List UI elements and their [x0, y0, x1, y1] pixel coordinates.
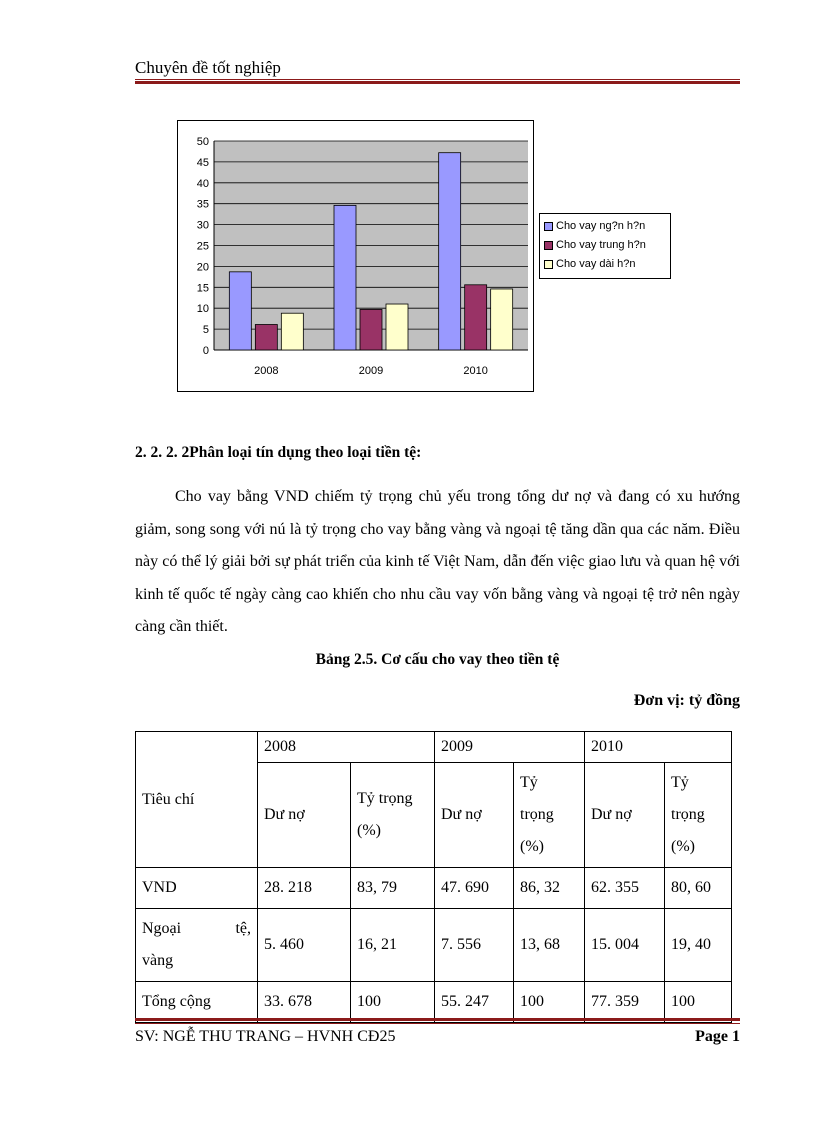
row-criteria: [136, 909, 258, 982]
section-heading: 2. 2. 2. 2Phân loại tín dụng theo loại tiền tệ:: [135, 444, 422, 461]
table-cell: 62. 355: [585, 868, 665, 909]
y-tick-label: 0: [202, 345, 209, 357]
bar: [465, 285, 487, 350]
share-word-1: Tỷ: [671, 774, 689, 791]
x-tick-label: 2010: [463, 365, 488, 377]
bar: [229, 272, 251, 350]
table-cell: 100: [665, 982, 732, 1023]
y-tick-label: 30: [196, 219, 209, 232]
share-header-2008-text: Tỷ trọng (%): [357, 790, 413, 839]
table-cell: 47. 690: [435, 868, 514, 909]
bar: [491, 289, 513, 350]
bar: [255, 325, 277, 350]
header-rule-thin: [135, 79, 740, 80]
share-word-3: (%): [520, 838, 544, 855]
legend-swatch: [544, 222, 553, 231]
y-tick-label: 40: [196, 177, 209, 190]
share-word-2: trọng: [671, 806, 705, 823]
legend-label: Cho vay ng?n h?n: [556, 220, 646, 232]
table-cell: 86, 32: [514, 868, 585, 909]
footer-rule-thick: [135, 1018, 740, 1021]
year-header-2008: 2008: [258, 732, 435, 763]
y-tick-label: 35: [196, 198, 209, 211]
y-tick-label: 50: [196, 136, 209, 148]
y-tick-label: 45: [196, 156, 209, 169]
legend-swatch: [544, 260, 553, 269]
header-rule-thick: [135, 81, 740, 84]
table-header-row-years: [136, 732, 732, 763]
debt-header-2009: Dư nợ: [435, 763, 514, 868]
row-criteria-line1: [142, 913, 251, 945]
table-cell: 100: [514, 982, 585, 1023]
unit-label: Đơn vị: tỷ đồng: [633, 692, 740, 709]
debt-header-2010: Dư nợ: [585, 763, 665, 868]
loan-term-chart: [177, 120, 534, 392]
bar: [281, 313, 303, 350]
table-cell: 77. 359: [585, 982, 665, 1023]
table-row: [136, 868, 732, 909]
table-cell: 80, 60: [665, 868, 732, 909]
bar: [439, 153, 461, 350]
row-criteria-word: tệ,: [235, 920, 251, 937]
chart-svg: [178, 121, 533, 391]
table-caption: Bảng 2.5. Cơ cấu cho vay theo tiền tệ: [315, 651, 560, 668]
table-cell: 100: [351, 982, 435, 1023]
share-word-1: Tỷ: [520, 774, 538, 791]
bar: [360, 309, 382, 350]
share-header-2010: [665, 763, 732, 868]
row-criteria-word: Ngoại: [142, 920, 182, 937]
bar: [386, 304, 408, 350]
legend-label: Cho vay dài h?n: [556, 258, 636, 270]
table-row: [136, 982, 732, 1023]
legend-label: Cho vay trung h?n: [556, 239, 646, 251]
table-cell: 28. 218: [258, 868, 351, 909]
credit-structure-table: [135, 731, 732, 1023]
footer-author: SV: NGỄ THU TRANG – HVNH CĐ25: [135, 1028, 396, 1045]
legend-item: [544, 257, 670, 271]
share-header-2008: [351, 763, 435, 868]
year-header-2010: 2010: [585, 732, 732, 763]
bar: [334, 205, 356, 350]
share-word-2: trọng: [520, 806, 554, 823]
row-criteria-line2: vàng: [142, 952, 174, 969]
share-word-3: (%): [671, 838, 695, 855]
criteria-header: Tiêu chí: [136, 732, 258, 868]
y-tick-label: 25: [196, 240, 209, 253]
table-cell: 13, 68: [514, 909, 585, 982]
table-cell: 15. 004: [585, 909, 665, 982]
table-cell: 5. 460: [258, 909, 351, 982]
legend-item: [544, 238, 670, 252]
legend-item: [544, 219, 670, 233]
row-criteria: VND: [136, 868, 258, 909]
y-tick-label: 5: [202, 324, 209, 337]
table-row: [136, 909, 732, 982]
chart-legend: [539, 213, 671, 279]
y-tick-label: 10: [196, 303, 209, 316]
legend-swatch: [544, 241, 553, 250]
row-criteria: Tổng cộng: [136, 982, 258, 1023]
table-cell: 83, 79: [351, 868, 435, 909]
header-title: Chuyên đề tốt nghiệp: [135, 58, 281, 77]
footer-rule-thin: [135, 1023, 740, 1024]
y-tick-label: 20: [196, 261, 209, 274]
table-cell: 16, 21: [351, 909, 435, 982]
y-tick-label: 15: [196, 282, 209, 295]
table-cell: 7. 556: [435, 909, 514, 982]
year-header-2009: 2009: [435, 732, 585, 763]
table-cell: 19, 40: [665, 909, 732, 982]
x-tick-label: 2008: [254, 365, 279, 377]
x-tick-label: 2009: [358, 365, 384, 377]
table-cell: 55. 247: [435, 982, 514, 1023]
footer-page-number: Page 1: [695, 1028, 740, 1045]
table-cell: 33. 678: [258, 982, 351, 1023]
section-paragraph: Cho vay bằng VND chiếm tỷ trọng chủ yếu trong tổng dư nợ và đang có xu hướng giảm, song song với nú là tỷ trọng cho vay bằng vàng và ngoại tệ tăng dần qua các năm. Điều này có thể lý giải bởi sự phát triển của kinh tế Việt Nam, dẫn đến việc giao lưu và quan hệ với kinh tế quốc tế ngày càng cao khiến cho nhu cầu vay vốn bằng vàng và ngoại tệ trở nên ngày càng cần thiết.: [135, 488, 740, 635]
share-header-2009: [514, 763, 585, 868]
debt-header-2008: Dư nợ: [258, 763, 351, 868]
